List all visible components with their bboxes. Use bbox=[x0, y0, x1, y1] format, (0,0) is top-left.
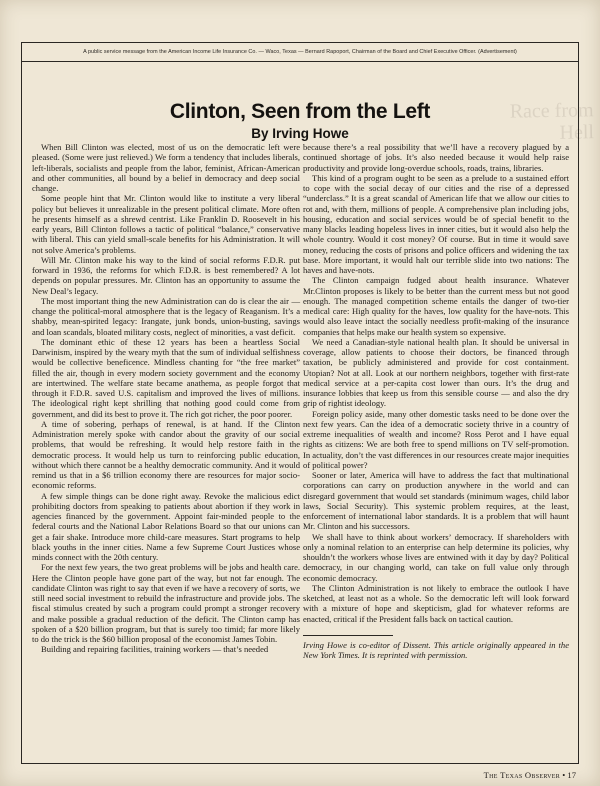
paragraph: We shall have to think about workers’ democracy. If shareholders with only a nominal relation to an enterprise can help determine its policies, why shouldn’t the workers whose lives are entwined with it day by day? Political democracy, in our changing world, can take on full value only through economic democracy. bbox=[303, 531, 569, 583]
paragraph: Sooner or later, America will have to address the fact that multinational corporations can carry on production anywhere in the world and can disregard government that would set standards (minimum wages, child labor laws, Social Security). This systemic problem requires, at the least, enforcement of international labor standards. It is a problem that will haunt Mr. Clinton and his successors. bbox=[303, 470, 569, 532]
paragraph: The Clinton campaign fudged about health insurance. Whatever Mr.Clinton proposes is likely to be better than the current mess but not good enough. The managed competition scheme entails the danger of two-tier medical care: High quality for the haves, low quality for the have-nots. This would also leave intact the socially needless profit-making of the insurance companies that helps make our health system so expensive. bbox=[303, 275, 569, 337]
paragraph: We need a Canadian-style national health plan. It should be universal in coverage, allow patients to choose their doctors, be financed through taxation, be publicly administered and provide for cost containment. Utopian? Not at all. Look at our northern neighbors, together with first-rate medical service at a per-capita cost lower than ours. It’s the drug and insurance lobbies that keep us from this sensible course — and also the dry grip of rightist ideology. bbox=[303, 336, 569, 409]
paragraph: A time of sobering, perhaps of renewal, is at hand. If the Clinton Administration merely spoke with candor about the gravity of our social problems, that would be refreshing. It would help restore faith in the democratic process. It would help us turn to reinforcing public education, without which there cannot be a healthy democratic community. And it would remind us that in a $6 trillion economy there are resources for major socio-economic reforms. bbox=[32, 418, 300, 491]
paragraph: Building and repairing facilities, training workers — that’s needed bbox=[41, 644, 269, 655]
right-column bbox=[303, 142, 569, 660]
paragraph: Some people hint that Mr. Clinton would like to institute a very liberal policy but believes it unrealizable in the present political climate. More often he presents himself as a shrewd centrist. Like Franklin D. Roosevelt in his early years, Bill Clinton follows a tactic of political “balance,” conservative with liberal. This can yield small-scale benefits for his Administration. It will not solve America’s problems. bbox=[32, 193, 300, 255]
left-column bbox=[32, 142, 300, 655]
paragraph: Foreign policy aside, many other domestic tasks need to be done over the next few years. Can the idea of a democratic society thrive in a country of extreme inequalities of wealth and income? Ross Perot and I have equal rights as citizens: We are both free to spend millions on TV self-promotion. In actuality, don’t the vast differences in our resources create major inequities of political power? bbox=[303, 408, 569, 470]
bleed-through-text: Race from Hell bbox=[509, 99, 595, 144]
page-footer bbox=[484, 770, 576, 780]
note-divider bbox=[303, 635, 393, 636]
paragraph: The dominant ethic of these 12 years has been a heartless Social Darwinism, inspired by the weary myth that the sum of individual selfishness would be collective beneficence. Mindless chanting for “the free market” filled the air, though in every modern society government and the economy are intertwined. The welfare state became anathema, as people forgot that through it F.D.R. saved U.S. capitalism and improved the lives of millions. The ideological right kept shrilling that nothing good could come from government, and did its best to prove it. The rich got richer, the poor poorer. bbox=[32, 336, 300, 419]
header-rule bbox=[22, 61, 578, 62]
paragraph: because there’s a real possibility that we’ll have a recovery plagued by a continued shortage of jobs. It’s also needed because it would help raise productivity and provide long-overdue schools, roads, trains, libraries. bbox=[303, 142, 569, 173]
article-title: Clinton, Seen from the Left bbox=[169, 100, 431, 123]
paragraph: When Bill Clinton was elected, most of us on the democratic left were pleased. (Some were just relieved.) We form a tendency that includes liberals, left-liberals, socialists and people from the labor, feminist, African-American and other communities, all bound by a belief in democracy and deep social change. bbox=[32, 142, 300, 193]
footer-separator: • bbox=[562, 770, 566, 780]
paragraph: This kind of a program ought to be seen as a prelude to a sustained effort to cope with the social decay of our cities and the rise of a depressed “underclass.” It is a great scandal of American life that we allow our cities to rot and, with them, millions of people. A comprehensive plan including jobs, housing, education and social services would be of special benefit to the many blacks leading hopeless lives in inner cities, but it would also help the whole country. Would it cost money? Of course. But in time it would save money, reducing the costs of prisons and police officers and widening the tax base. More important, it would halt our terrible slide into two nations: The haves and have-nots. bbox=[303, 172, 569, 275]
sponsor-notice: A public service message from the American Income Life Insurance Co. — Waco, Texas — Bernard Rapoport, Chairman of the Board and Chief Executive Officer. (Advertisement) bbox=[83, 49, 517, 55]
page-number: 17 bbox=[567, 770, 576, 780]
author-note: Irving Howe is co-editor of Dissent. This article originally appeared in the New York Times. It is reprinted with permission. bbox=[303, 639, 569, 660]
article-byline: By Irving Howe bbox=[251, 126, 349, 141]
paragraph: For the next few years, the two great problems will be jobs and health care. Here the Clinton people have gone part of the way, but not far enough. The candidate Clinton was right to say that even if we have a recovery of sorts, we still need social investment to rebuild the infrastructure and provide jobs. The fiscal stimulus created by such a program could prompt a stronger recovery and make possible a gradual reduction of the deficit. The Clinton camp has spoken of a $20 billion program, but that is surely too timid; far more likely to do the trick is the $60 billion proposal of the economist James Tobin. bbox=[32, 562, 300, 644]
paragraph: Will Mr. Clinton make his way to the kind of social reforms F.D.R. put forward in 1936, the reforms for which F.D.R. is best remembered? A lot depends on popular pressures. Mr. Clinton has an opportunity to assume the New Deal’s legacy. bbox=[32, 254, 300, 296]
paragraph: A few simple things can be done right away. Revoke the malicious edict prohibiting doctors from speaking to patients about abortion if they work in agencies financed by the government. Appoint fair-minded people to the federal courts and the National Labor Relations Board so that our unions can get a fair shake. Introduce more child-care measures. Start programs to help black youths in the inner cities. Name a few Supreme Court Justices whose minds connect with the 20th century. bbox=[32, 490, 300, 562]
paragraph: The most important thing the new Administration can do is clear the air — change the political-moral atmosphere that is the legacy of Reaganism. It’s a shabby, mean-spirited legacy: Irangate, junk bonds, union-busting, savings and loan scandals, bloated military costs, neglect of minorities, a vast deficit. bbox=[32, 295, 300, 337]
paragraph: The Clinton Administration is not likely to embrace the outlook I have sketched, at least not as a whole. So the democratic left will look forward with a mixture of hope and skepticism, glad for whatever reforms are enacted, critical if the President falls back on tactical caution. bbox=[303, 582, 569, 624]
publication-name: The Texas Observer bbox=[483, 770, 561, 780]
